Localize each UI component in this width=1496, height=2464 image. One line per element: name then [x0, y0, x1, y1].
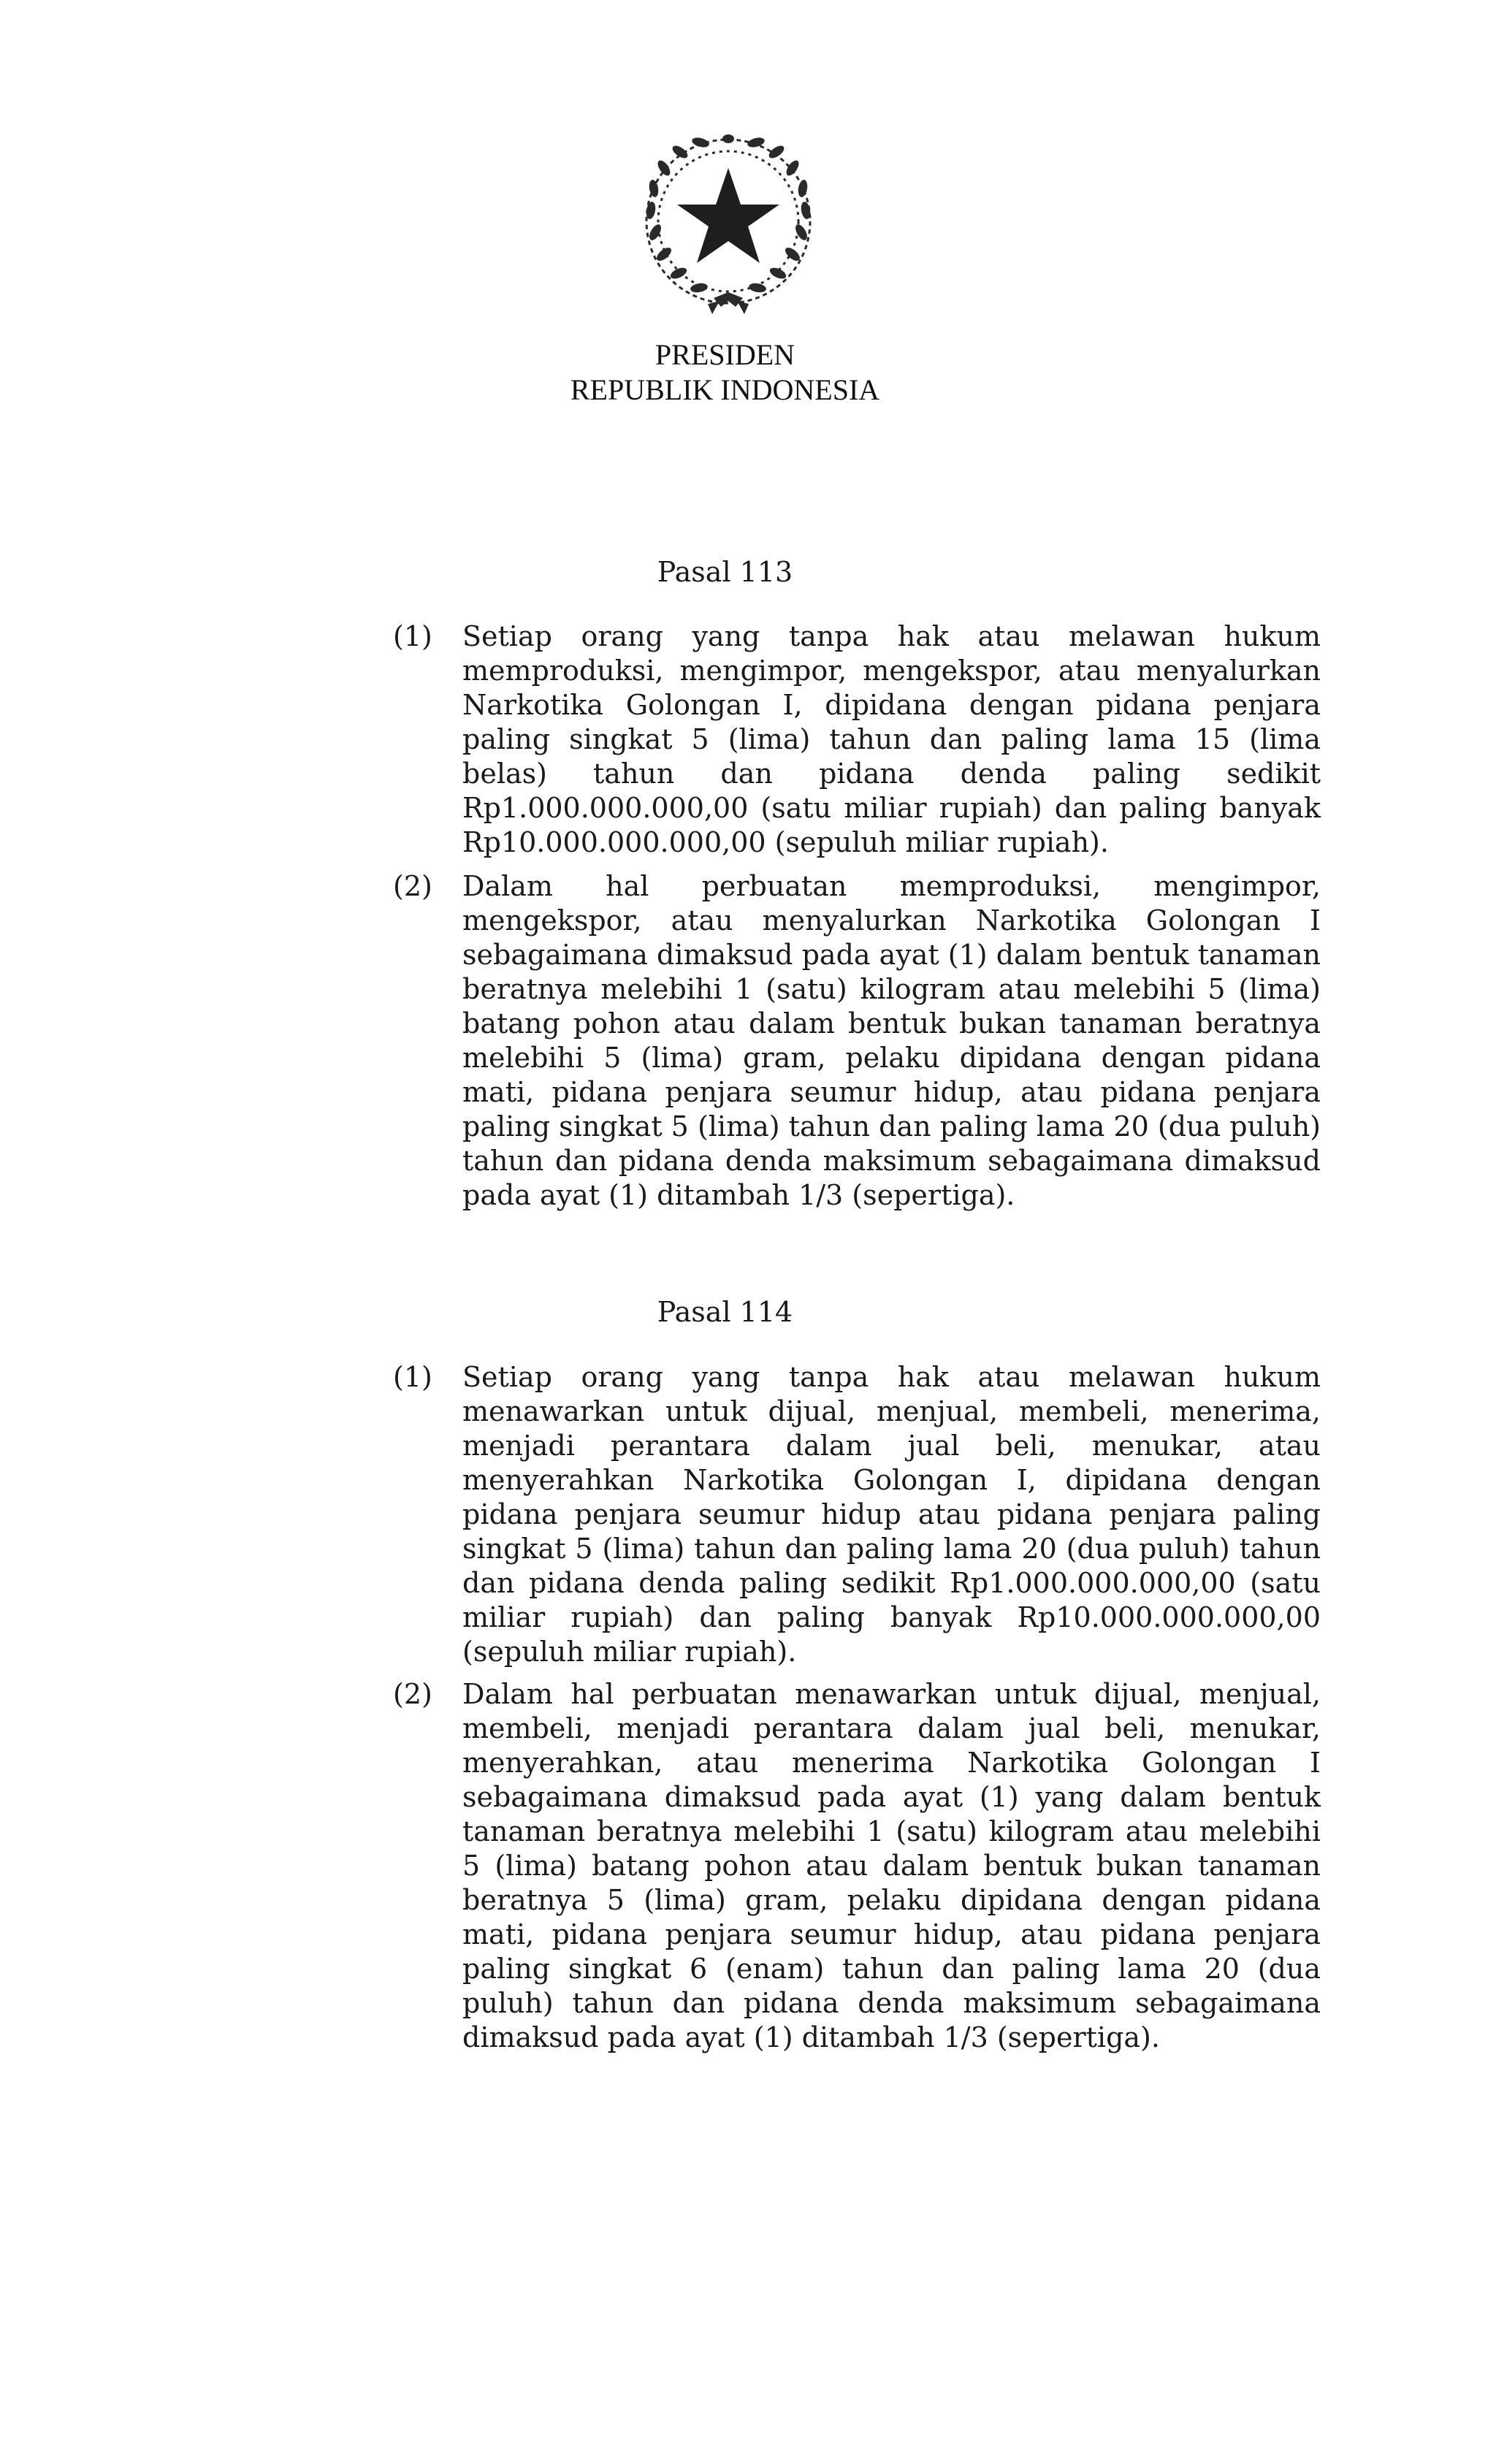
pasal-114-ayat-1 [393, 1360, 1321, 1669]
ayat-text: Setiap orang yang tanpa hak atau melawan hukum memproduksi, mengimpor, mengekspor, atau menyalurkan Narkotika Golongan I, dipidana dengan pidana penjara paling singkat 5 (lima) tahun dan paling lama 15 (lima belas) tahun dan pidana denda paling sedikit Rp1.000.000.000,00 (satu miliar rupiah) dan paling banyak Rp10.000.000.000,00 (sepuluh miliar rupiah). [462, 620, 1321, 858]
pasal-113-ayat-1 [393, 619, 1321, 860]
pasal-114-ayat-2 [393, 1677, 1321, 2055]
ayat-text: Dalam hal perbuatan menawarkan untuk dijual, menjual, membeli, menjadi perantara dalam jual beli, menukar, menyerahkan, atau menerima Narkotika Golongan I sebagaimana dimaksud pada ayat (1) yang dalam bentuk tanaman beratnya melebihi 1 (satu) kilogram atau melebihi 5 (lima) batang pohon atau dalam bentuk bukan tanaman beratnya 5 (lima) gram, pelaku dipidana dengan pidana mati, pidana penjara seumur hidup, atau pidana penjara paling singkat 6 (enam) tahun dan paling lama 20 (dua puluh) tahun dan pidana denda maksimum sebagaimana dimaksud pada ayat (1) ditambah 1/3 (sepertiga). [462, 1678, 1321, 2053]
pasal-113-title: Pasal 113 [657, 556, 793, 588]
ayat-text: Dalam hal perbuatan memproduksi, mengimpor, mengekspor, atau menyalurkan Narkotika Golongan I sebagaimana dimaksud pada ayat (1) dalam bentuk tanaman beratnya melebihi 1 (satu) kilogram atau melebihi 5 (lima) batang pohon atau dalam bentuk bukan tanaman beratnya melebihi 5 (lima) gram, pelaku dipidana dengan pidana mati, pidana penjara seumur hidup, atau pidana penjara paling singkat 5 (lima) tahun dan paling lama 20 (dua puluh) tahun dan pidana denda maksimum sebagaimana dimaksud pada ayat (1) ditambah 1/3 (sepertiga). [462, 870, 1321, 1211]
pasal-114-title: Pasal 114 [657, 1296, 793, 1328]
ayat-number: (2) [393, 870, 432, 902]
header-title-republik: REPUBLIK INDONESIA [570, 373, 880, 406]
pasal-113-ayat-2 [393, 869, 1321, 1213]
ayat-number: (2) [393, 1678, 432, 1710]
ayat-text: Setiap orang yang tanpa hak atau melawan hukum menawarkan untuk dijual, menjual, membeli, menerima, menjadi perantara dalam jual beli, menukar, atau menyerahkan Narkotika Golongan I, dipidana dengan pidana penjara seumur hidup atau pidana penjara paling singkat 5 (lima) tahun dan paling lama 20 (dua puluh) tahun dan pidana denda paling sedikit Rp1.000.000.000,00 (satu miliar rupiah) dan paling banyak Rp10.000.000.000,00 (sepuluh miliar rupiah). [462, 1361, 1321, 1668]
ayat-number: (1) [393, 620, 432, 652]
ayat-number: (1) [393, 1361, 432, 1393]
star-wreath-emblem-icon [626, 123, 831, 327]
header-title-presiden: PRESIDEN [654, 338, 795, 371]
